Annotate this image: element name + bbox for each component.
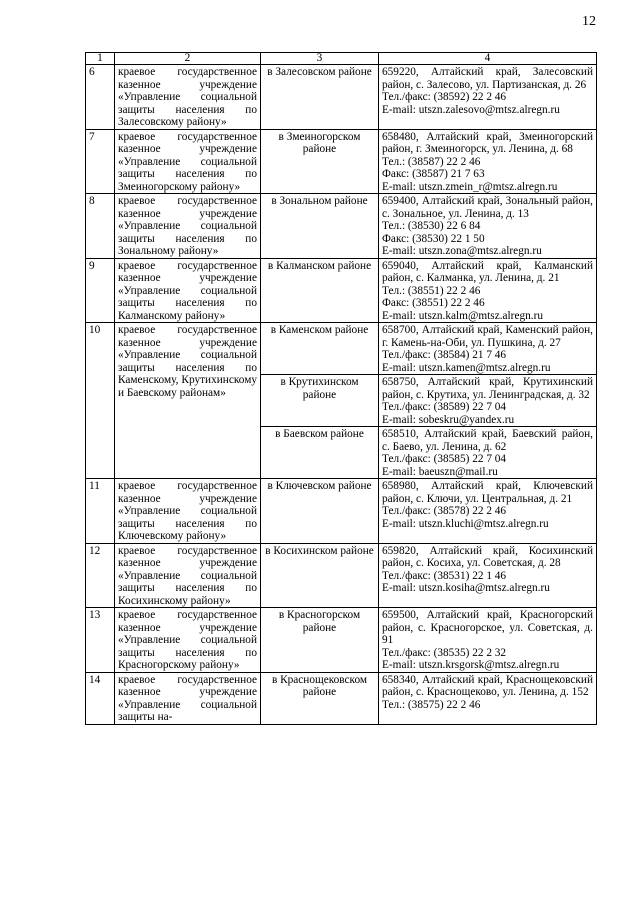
header-cell: 4	[379, 53, 597, 65]
address-cell	[379, 65, 597, 130]
address-text: 658700, Алтайский край, Каменский район, г. Камень-на-Оби, ул. Пушкина, д. 27	[382, 324, 593, 349]
district-cell: в Зональном районе	[261, 194, 379, 259]
institution-name: краевое государственное казенное учреждение «Управление социальной защиты населения по Красногорскому району»	[115, 608, 261, 673]
header-cell: 2	[115, 53, 261, 65]
district-cell: в Крутихинском районе	[261, 375, 379, 427]
contact-line: E-mail: baeuszn@mail.ru	[382, 465, 498, 478]
contact-line: E-mail: utszn.kosiha@mtsz.alregn.ru	[382, 582, 550, 594]
district-cell: в Калманском районе	[261, 258, 379, 323]
table-row	[86, 479, 597, 544]
row-number: 12	[86, 543, 115, 608]
contact-line: Тел.: (38551) 22 2 46	[382, 284, 481, 297]
address-cell	[379, 194, 597, 259]
row-number: 8	[86, 194, 115, 259]
contact-line: E-mail: sobeskru@yandex.ru	[382, 413, 515, 426]
district-cell: в Косихинском районе	[261, 543, 379, 608]
district-cell: в Красногорском районе	[261, 608, 379, 673]
district-cell: в Краснощековском районе	[261, 672, 379, 724]
address-text: 658340, Алтайский край, Краснощековский район, с. Краснощеково, ул. Ленина, д. 152	[382, 673, 593, 698]
contact-line: E-mail: utszn.kluchi@mtsz.alregn.ru	[382, 517, 549, 530]
address-text: 659400, Алтайский край, Зональный район, с. Зональное, ул. Ленина, д. 13	[382, 195, 593, 220]
table-row	[86, 65, 597, 130]
institution-name: краевое государственное казенное учреждение «Управление социальной защиты населения по Залесовскому району»	[115, 65, 261, 130]
address-text: 658480, Алтайский край, Змеиногорский район, г. Змеиногорск, ул. Ленина, д. 68	[382, 130, 593, 155]
row-number: 7	[86, 129, 115, 194]
address-cell	[379, 672, 597, 724]
page-number: 12	[582, 14, 596, 29]
header-cell: 1	[86, 53, 115, 65]
contact-line: E-mail: utszn.zmein_r@mtsz.alregn.ru	[382, 180, 558, 193]
address-text: 659820, Алтайский край, Косихинский район, с. Косиха, ул. Советская, д. 28	[382, 544, 593, 569]
address-text: 659220, Алтайский край, Залесовский район, с. Залесово, ул. Партизанская, д. 26	[382, 66, 593, 91]
table-row	[86, 608, 597, 673]
table-row	[86, 323, 597, 375]
address-cell	[379, 323, 597, 375]
address-text: 658750, Алтайский край, Крутихинский район, с. Крутиха, ул. Ленинградская, д. 32	[382, 376, 593, 401]
district-cell: в Змеиногорском районе	[261, 129, 379, 194]
institution-name: краевое государственное казенное учреждение «Управление социальной защиты на-	[115, 672, 261, 724]
contact-line: E-mail: utszn.zona@mtsz.alregn.ru	[382, 245, 542, 257]
contact-line: Тел.: (38530) 22 6 84	[382, 220, 481, 232]
contact-line: Тел./факс: (38535) 22 2 32	[382, 646, 507, 659]
row-number: 11	[86, 479, 115, 544]
address-cell	[379, 608, 597, 673]
header-row	[86, 53, 597, 65]
row-number: 9	[86, 258, 115, 323]
table-row	[86, 672, 597, 724]
contact-line: E-mail: utszn.zalesovo@mtsz.alregn.ru	[382, 103, 560, 116]
address-cell	[379, 258, 597, 323]
contact-line: E-mail: utszn.kamen@mtsz.alregn.ru	[382, 361, 551, 374]
header-cell: 3	[261, 53, 379, 65]
table-row	[86, 543, 597, 608]
table-row	[86, 129, 597, 194]
contact-line: Факс: (38530) 22 1 50	[382, 232, 485, 245]
table-row	[86, 258, 597, 323]
contact-line: Факс: (38587) 21 7 63	[382, 168, 485, 180]
district-cell: в Каменском районе	[261, 323, 379, 375]
contact-line: E-mail: utszn.krsgorsk@mtsz.alregn.ru	[382, 659, 560, 671]
contact-line: Тел./факс: (38584) 21 7 46	[382, 349, 507, 361]
institution-name: краевое государственное казенное учреждение «Управление социальной защиты населения по Ключевскому району»	[115, 479, 261, 544]
contact-line: Факс: (38551) 22 2 46	[382, 297, 485, 309]
address-cell	[379, 479, 597, 544]
institution-name: краевое государственное казенное учреждение «Управление социальной защиты населения по Калманскому району»	[115, 258, 261, 323]
row-number: 13	[86, 608, 115, 673]
institution-name: краевое государственное казенное учреждение «Управление социальной защиты населения по Зональному району»	[115, 194, 261, 259]
address-cell	[379, 427, 597, 479]
social-protection-table	[85, 52, 597, 725]
institution-name: краевое государственное казенное учреждение «Управление социальной защиты населения по Каменскому, Крутихинскому и Баевскому районам»	[115, 323, 261, 479]
district-cell: в Залесовском районе	[261, 65, 379, 130]
address-text: 659500, Алтайский край, Красногорский район, с. Красногорское, ул. Советская, д. 91	[382, 609, 593, 646]
institution-name: краевое государственное казенное учреждение «Управление социальной защиты населения по Косихинскому району»	[115, 543, 261, 608]
address-cell	[379, 543, 597, 608]
institution-name: краевое государственное казенное учреждение «Управление социальной защиты населения по Змеиногорскому району»	[115, 129, 261, 194]
contact-line: E-mail: utszn.kalm@mtsz.alregn.ru	[382, 309, 543, 322]
contact-line: Тел.: (38575) 22 2 46	[382, 698, 481, 711]
contact-line: Тел./факс: (38585) 22 7 04	[382, 453, 507, 465]
contact-line: Тел./факс: (38592) 22 2 46	[382, 91, 507, 103]
contact-line: Тел./факс: (38589) 22 7 04	[382, 401, 507, 413]
address-cell	[379, 375, 597, 427]
table-row	[86, 194, 597, 259]
row-number: 10	[86, 323, 115, 479]
address-text: 659040, Алтайский край, Калманский район, с. Калманка, ул. Ленина, д. 21	[382, 259, 593, 284]
row-number: 6	[86, 65, 115, 130]
contact-line: Тел.: (38587) 22 2 46	[382, 155, 481, 168]
contact-line: Тел./факс: (38578) 22 2 46	[382, 505, 507, 517]
address-text: 658510, Алтайский край, Баевский район, с. Баево, ул. Ленина, д. 62	[382, 428, 593, 453]
address-text: 658980, Алтайский край, Ключевский район, с. Ключи, ул. Центральная, д. 21	[382, 480, 593, 505]
address-cell	[379, 129, 597, 194]
row-number: 14	[86, 672, 115, 724]
contact-line: Тел./факс: (38531) 22 1 46	[382, 569, 507, 582]
district-cell: в Ключевском районе	[261, 479, 379, 544]
district-cell: в Баевском районе	[261, 427, 379, 479]
